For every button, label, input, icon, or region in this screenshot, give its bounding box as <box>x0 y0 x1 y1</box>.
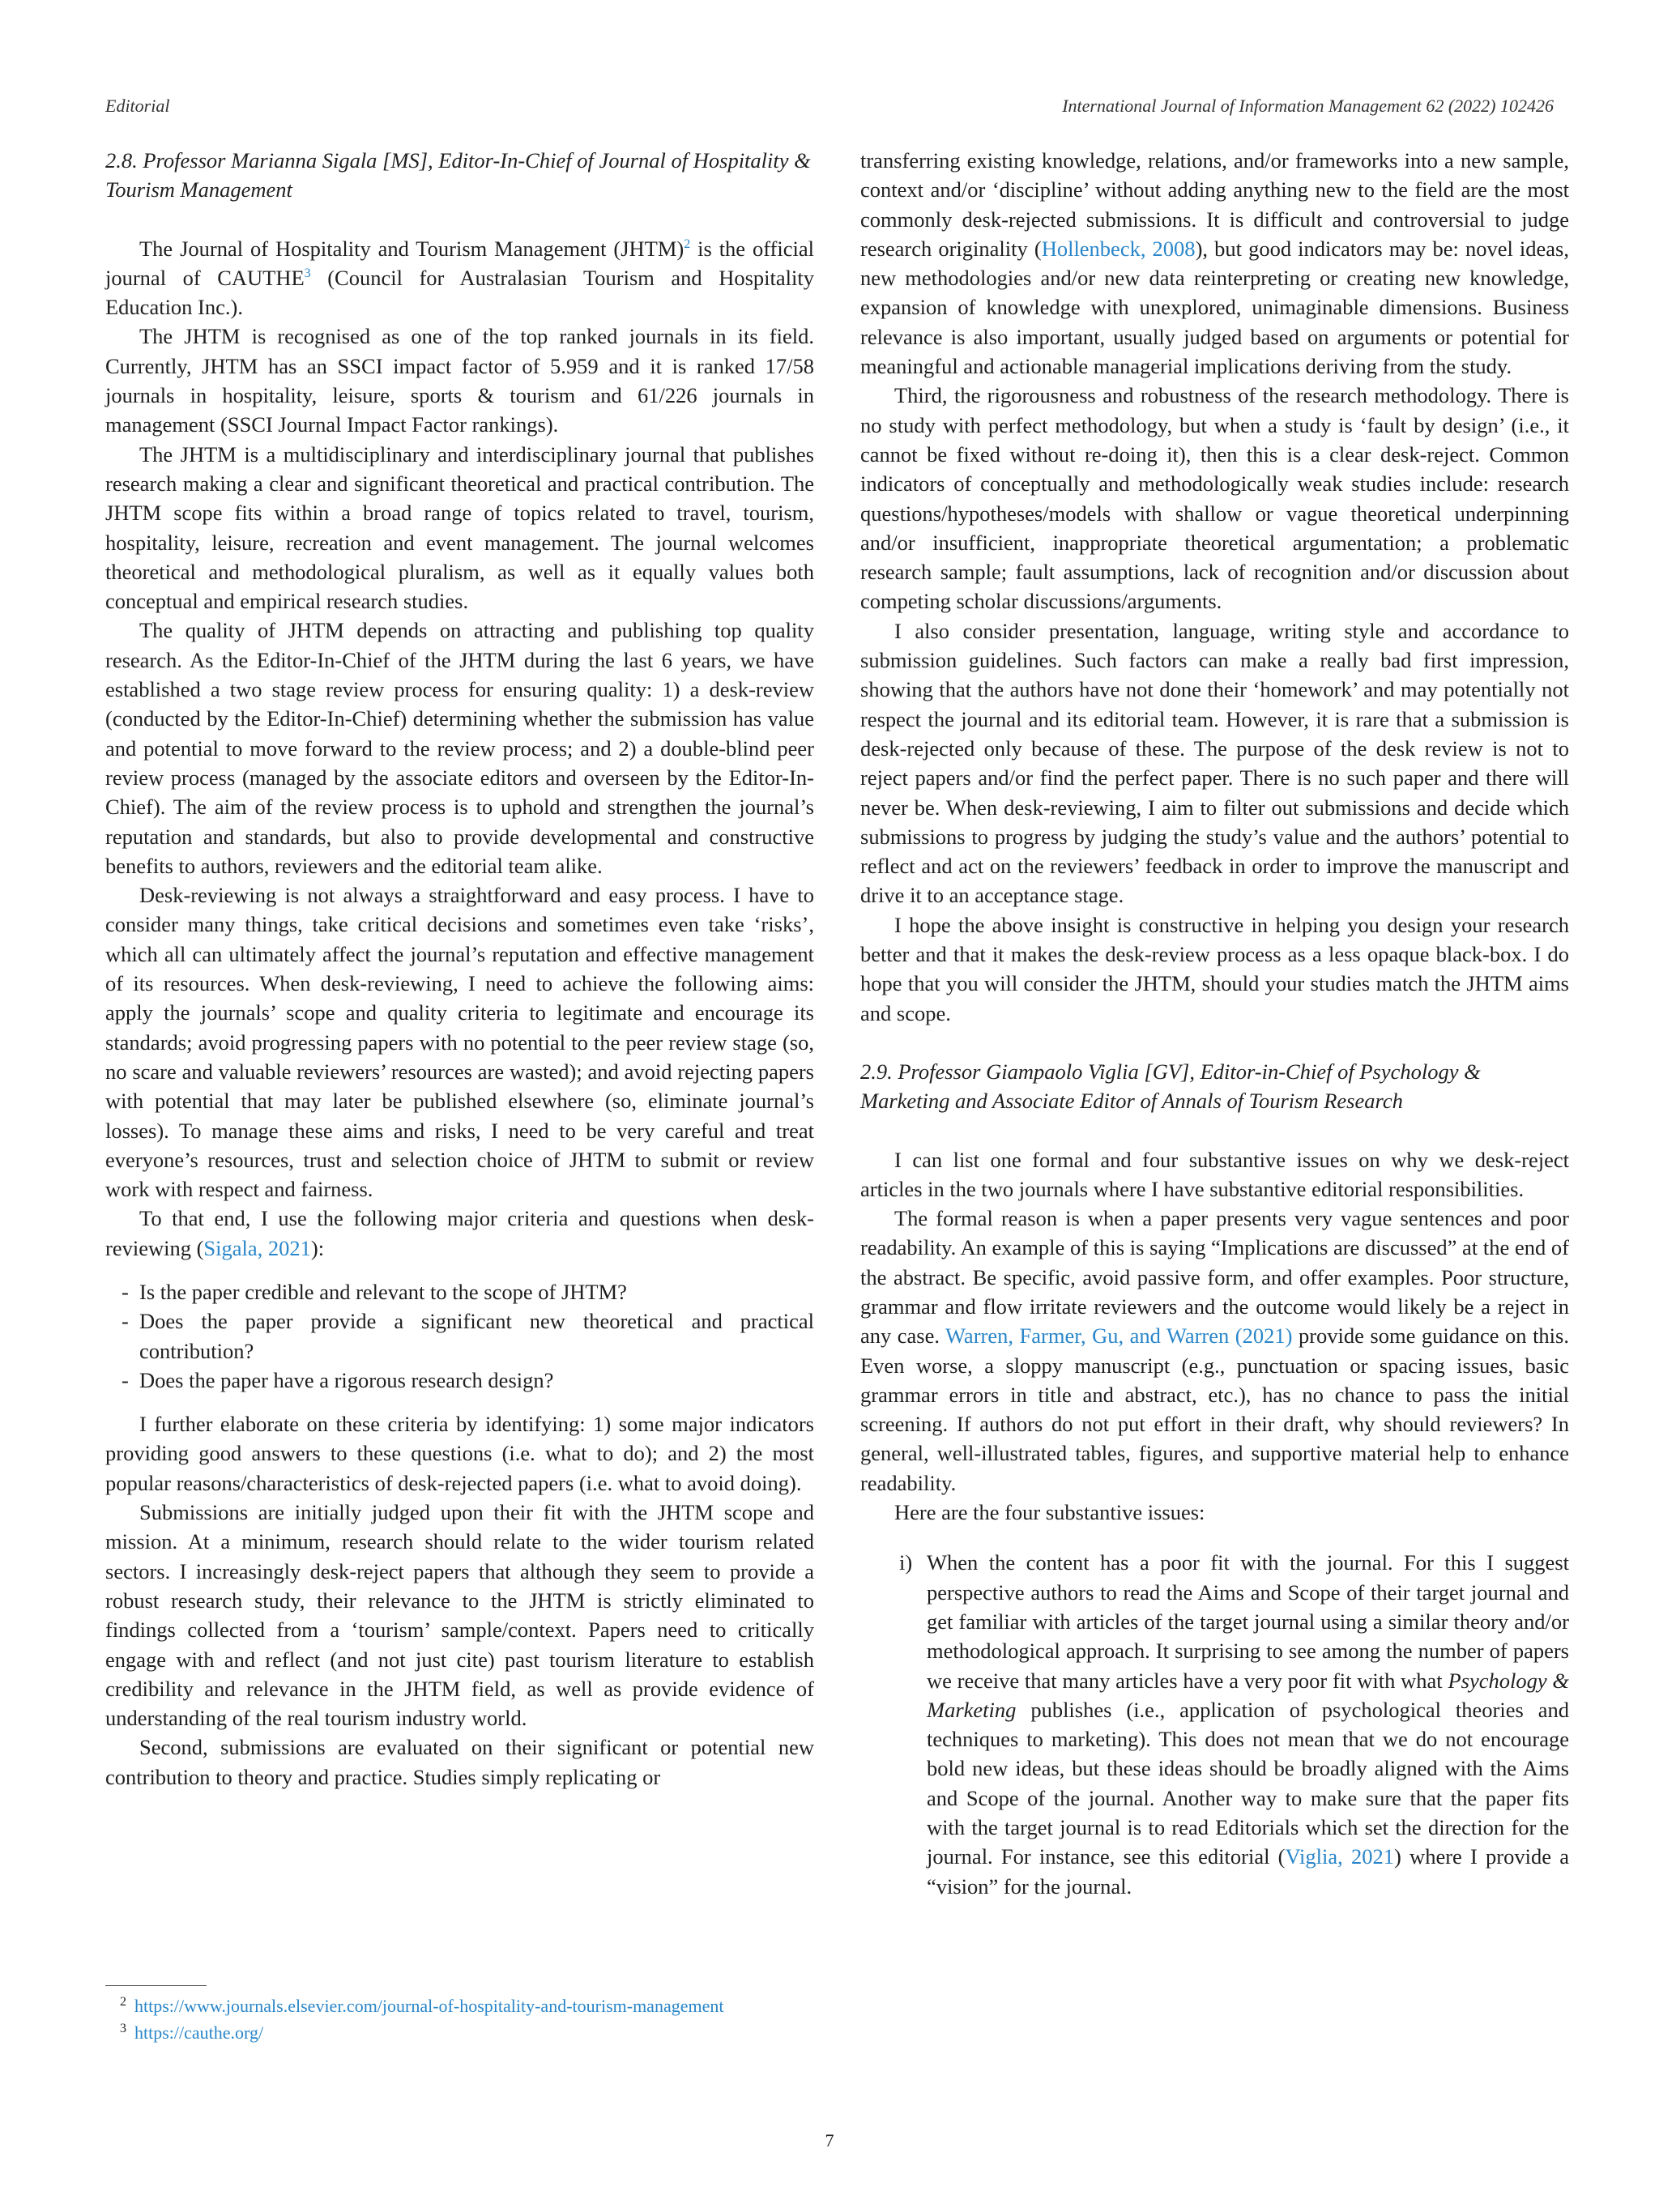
paragraph: transferring existing knowledge, relations, and/or frameworks into a new sample, context and/or ‘discipline’ without adding anything new to the field are the most commonly desk-rejected submissions. It is difficult and controversial to judge research originality (Hollenbeck, 2008), but good indicators may be: novel ideas, new methodologies and/or new data reinterpreting or creating new knowledge, expansion of knowledge with unexplored, unimaginable dimensions. Business relevance is also important, usually judged based on arguments or potential for meaningful and actionable managerial implications deriving from the study. <box>860 148 1569 379</box>
section-heading-2-9: 2.9. Professor Giampaolo Viglia [GV], Editor-in-Chief of Psychology & Marketing and Associate Editor of Annals of Tourism Research <box>860 1059 1481 1114</box>
footnote-divider <box>105 1985 207 1986</box>
footnote-3: $^3$ https://cauthe.org/ <box>120 2021 264 2043</box>
paragraph: To that end, I use the following major criteria and questions when desk-reviewing (Sigala, 2021): <box>105 1206 814 1260</box>
left-column <box>105 146 814 1792</box>
issues-list <box>860 1548 1569 1901</box>
footnote-link-jhtm[interactable]: https://www.journals.elsevier.com/journal-of-hospitality-and-tourism-management <box>134 1996 724 2016</box>
citation-link-hollenbeck-2008[interactable]: Hollenbeck, 2008 <box>1041 236 1196 261</box>
list-item: i) When the content has a poor fit with the journal. For this I suggest perspective authors to read the Aims and Scope of their target journal and get familiar with articles of the target journal using a similar theory and/or methodological approach. It surprising to see among the number of papers we receive that many articles have a very poor fit with what Psychology & Marketing publishes (i.e., application of psychological theories and techniques to marketing). This does not mean that we do not encourage bold new ideas, but these ideas should be broadly aligned with the Aims and Scope of the journal. Another way to make sure that the paper fits with the target journal is to read Editorials which set the direction for the journal. For instance, see this editorial (Viglia, 2021) where I provide a “vision” for the journal. <box>899 1550 1569 1899</box>
paragraph: I further elaborate on these criteria by identifying: 1) some major indicators providing good answers to these questions (i.e. what to do); and 2) the most popular reasons/characteristics of desk-rejected papers (i.e. what to avoid doing). <box>105 1412 814 1495</box>
paragraph: Submissions are initially judged upon their fit with the JHTM scope and mission. At a minimum, research should relate to the wider tourism related sectors. I increasingly desk-reject papers that although they seem to provide a robust research study, their relevance to the JHTM is strictly eliminated to findings collected from a ‘tourism’ sample/context. Papers need to critically engage with and reflect (and not just cite) past tourism literature to establish credibility and relevance in the JHTM field, as well as provide evidence of understanding of the real tourism industry world. <box>105 1500 814 1731</box>
right-column <box>860 146 1569 1901</box>
citation-link-warren-2021[interactable]: Warren, Farmer, Gu, and Warren (2021) <box>945 1323 1293 1349</box>
list-item: - Does the paper provide a significant new theoretical and practical contribution? <box>122 1309 814 1363</box>
list-item: - Does the paper have a rigorous research design? <box>122 1367 554 1392</box>
paragraph: Desk-reviewing is not always a straightforward and easy process. I have to consider many things, take critical decisions and sometimes even take ‘risks’, which all can ultimately affect the journal’s reputation and effective management of its resources. When desk-reviewing, I need to achieve the following aims: apply the journals’ scope and quality criteria to legitimate and encourage its standards; avoid progressing papers with no potential to the peer review stage (so, no scare and valuable reviewers’ resources are wasted); and avoid rejecting papers with potential that may later be published elsewhere (so, eliminate journal’s losses). To manage these aims and risks, I need to be very careful and treat everyone’s resources, trust and selection choice of JHTM to submit or review work with respect and fairness. <box>105 883 814 1202</box>
paragraph: I can list one formal and four substantive issues on why we desk-reject articles in the two journals where I have substantive editorial responsibilities. <box>860 1147 1569 1201</box>
running-header-right: International Journal of Information Management 62 (2022) 102426 <box>1062 96 1554 116</box>
footnote-2: $^2$ https://www.journals.elsevier.com/journal-of-hospitality-and-tourism-management <box>120 1994 724 2016</box>
paragraph: The formal reason is when a paper presents very vague sentences and poor readability. An example of this is saying “Implications are discussed” at the end of the abstract. Be specific, avoid passive form, and offer examples. Poor structure, grammar and flow irritate reviewers and the outcome would likely be a reject in any case. Warren, Farmer, Gu, and Warren (2021) provide some guidance on this. Even worse, a sloppy manuscript (e.g., punctuation or spacing issues, basic grammar errors in title and abstract, etc.), has no chance to pass the initial screening. If authors do not put effort in their draft, why should reviewers? In general, well-illustrated tables, figures, and supportive material help to enhance readability. <box>860 1206 1569 1495</box>
paragraph: I hope the above insight is constructive in helping you design your research better and that it makes the desk-review process as a less opaque black-box. I do hope that you will consider the JHTM, should your studies match the JHTM aims and scope. <box>860 912 1569 1025</box>
paragraph: Third, the rigorousness and robustness of the research methodology. There is no study with perfect methodology, but when a study is ‘fault by design’ (i.e., it cannot be fixed without re-doing it), then this is a clear desk-reject. Common indicators of conceptually and methodologically weak studies include: research questions/hypotheses/models with shallow or vague theoretical underpinning and/or insufficient, inappropriate theoretical argumentation; a problematic research sample; fault assumptions, lack of recognition and/or discussion about competing scholar discussions/arguments. <box>860 383 1569 614</box>
running-header-left: Editorial <box>105 96 170 116</box>
page-number: 7 <box>825 2130 834 2150</box>
footnote-ref-2[interactable]: 2 <box>684 237 691 251</box>
paragraph: The JHTM is recognised as one of the top ranked journals in its field. Currently, JHTM has an SSCI impact factor of 5.959 and it is ranked 17/58 journals in hospitality, leisure, sports & tourism and 61/226 journals in management (SSCI Journal Impact Factor rankings). <box>105 324 814 437</box>
paragraph: Second, submissions are evaluated on their significant or potential new contribution to theory and practice. Studies simply replicating or <box>105 1735 814 1789</box>
paragraph: The quality of JHTM depends on attracting and publishing top quality research. As the Editor-In-Chief of the JHTM during the last 6 years, we have established a two stage review process for ensuring quality: 1) a desk-review (conducted by the Editor-In-Chief) determining whether the submission has value and potential to move forward to the review process; and 2) a double-blind peer review process (managed by the associate editors and overseen by the Editor-In-Chief). The aim of the review process is to uphold and strengthen the journal’s reputation and standards, but also to provide developmental and constructive benefits to authors, reviewers and the editorial team alike. <box>105 618 814 878</box>
paragraph: Here are the four substantive issues: <box>894 1500 1205 1525</box>
paragraph: The Journal of Hospitality and Tourism Management (JHTM)$^2$ is the official journal of CAUTHE$^3$ (Council for Australasian Tourism and Hospitality Education Inc.). <box>105 236 814 320</box>
paragraph: The JHTM is a multidisciplinary and interdisciplinary journal that publishes research making a clear and significant theoretical and practical contribution. The JHTM scope fits within a broad range of topics related to travel, tourism, hospitality, leisure, recreation and event management. The journal welcomes theoretical and methodological pluralism, as well as it equally values both conceptual and empirical research studies. <box>105 441 814 614</box>
footnote-link-cauthe[interactable]: https://cauthe.org/ <box>134 2022 264 2043</box>
list-item: - Is the paper credible and relevant to the scope of JHTM? <box>122 1279 627 1304</box>
section-heading-2-8: 2.8. Professor Marianna Sigala [MS], Editor-In-Chief of Journal of Hospitality & Tourism Management <box>105 148 811 202</box>
footnote-ref-3[interactable]: 3 <box>304 266 311 281</box>
citation-link-viglia-2021[interactable]: Viglia, 2021 <box>1285 1844 1395 1869</box>
citation-link-sigala-2021[interactable]: Sigala, 2021 <box>203 1235 311 1260</box>
paragraph: I also consider presentation, language, writing style and accordance to submission guidelines. Such factors can make a really bad first impression, showing that the authors have not done their ‘homework’ and may potentially not respect the journal and its editorial team. However, it is rare that a submission is desk-rejected only because of these. The purpose of the desk review is not to reject papers and/or find the perfect paper. There is no such paper and there will never be. When desk-reviewing, I aim to filter out submissions and decide which submissions to progress by judging the study’s value and the authors’ potential to reflect and act on the reviewers’ feedback in order to improve the manuscript and drive it to an acceptance stage. <box>860 618 1569 908</box>
footnotes <box>105 1993 814 2046</box>
criteria-list <box>105 1277 814 1395</box>
